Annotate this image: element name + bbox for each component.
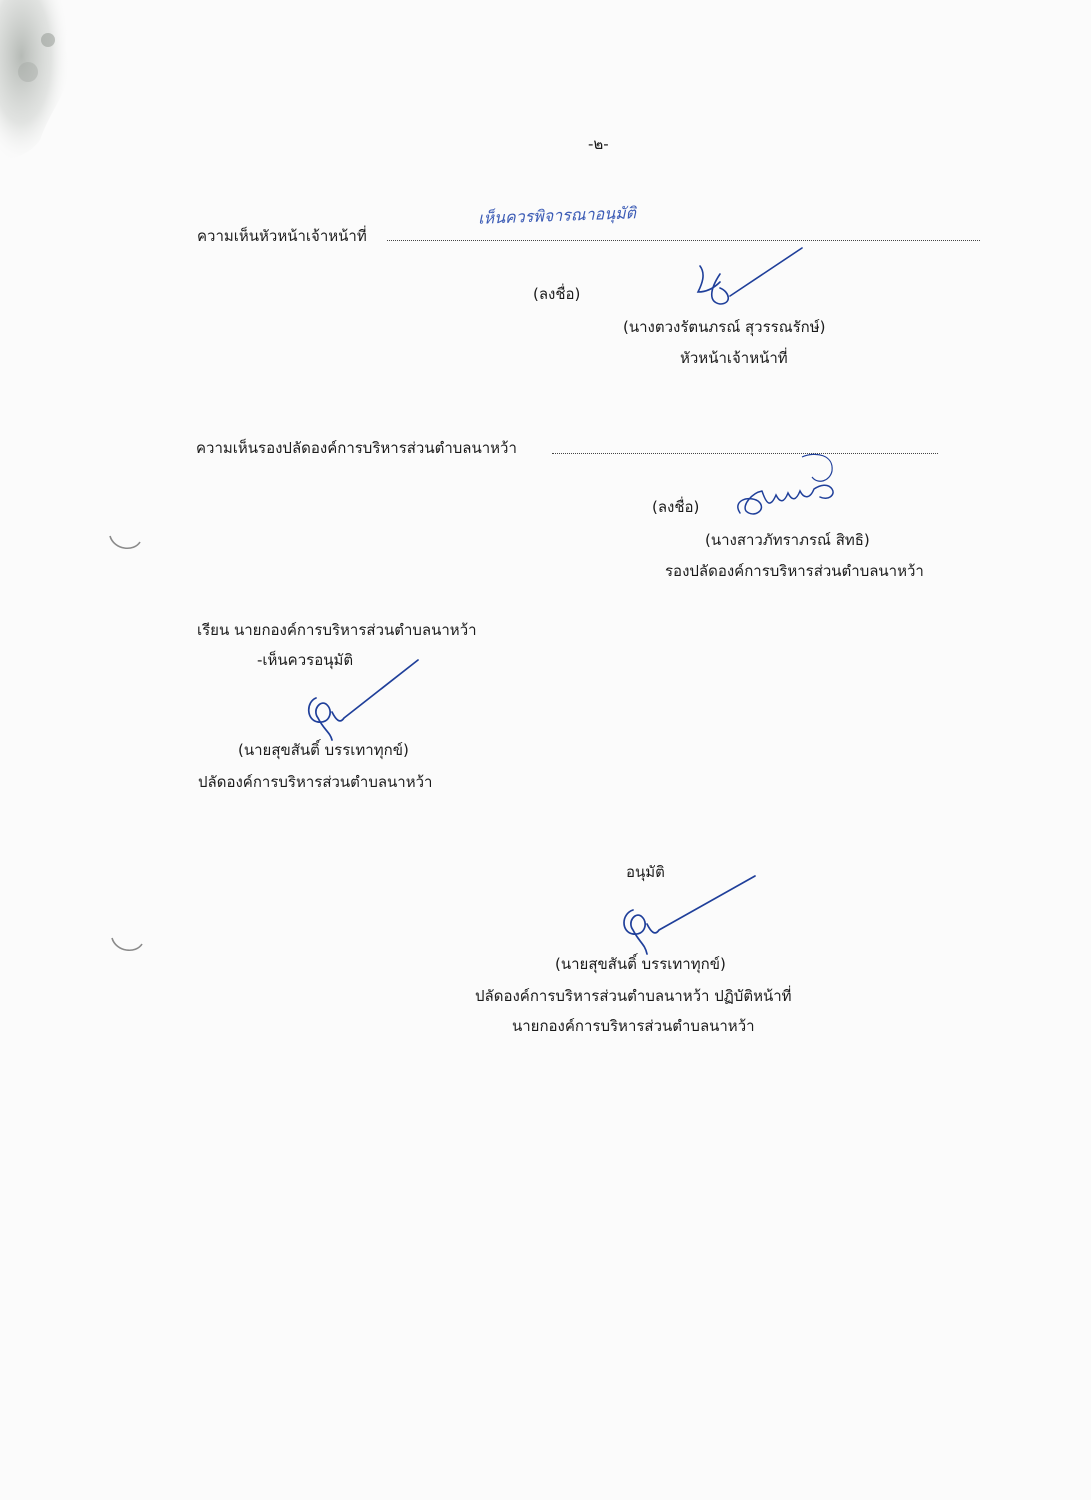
- chief-signature: [690, 244, 810, 319]
- sign-label: (ลงชื่อ): [533, 285, 581, 303]
- punch-hole-mark: [108, 530, 142, 556]
- sign-label: (ลงชื่อ): [652, 498, 700, 516]
- approver-name: (นายสุขสันติ์ บรรเทาทุกข์): [555, 955, 726, 973]
- handwritten-opinion: เห็นควรพิจารณาอนุมัติ: [477, 203, 637, 228]
- clerk-signature: [300, 658, 430, 748]
- chief-position: หัวหน้าเจ้าหน้าที่: [680, 349, 788, 367]
- approver-position-line2: นายกองค์การบริหารส่วนตำบลนาหว้า: [512, 1017, 755, 1035]
- approval-heading: อนุมัติ: [626, 863, 665, 881]
- deputy-signature: [732, 445, 852, 525]
- deputy-opinion-label: ความเห็นรองปลัดองค์การบริหารส่วนตำบลนาหว้า: [196, 439, 517, 457]
- addressee: เรียน นายกองค์การบริหารส่วนตำบลนาหว้า: [197, 621, 477, 639]
- chief-name: (นางตวงรัตนภรณ์ สุวรรณรักษ์): [623, 318, 826, 336]
- clerk-name: (นายสุขสันติ์ บรรเทาทุกข์): [238, 741, 409, 759]
- scan-stain: [0, 0, 90, 160]
- deputy-name: (นางสาวภัทราภรณ์ สิทธิ): [705, 531, 870, 549]
- recommendation: -เห็นควรอนุมัติ: [257, 651, 354, 669]
- approver-position-line1: ปลัดองค์การบริหารส่วนตำบลนาหว้า ปฏิบัติหน้าที่: [475, 987, 792, 1005]
- punch-hole-mark: [110, 932, 144, 958]
- approver-signature: [615, 872, 760, 962]
- deputy-position: รองปลัดองค์การบริหารส่วนตำบลนาหว้า: [665, 562, 924, 580]
- page-number: -๒-: [588, 135, 609, 153]
- opinion-dotted-line: [387, 240, 980, 241]
- chief-opinion-label: ความเห็นหัวหน้าเจ้าหน้าที่: [197, 227, 367, 245]
- clerk-position: ปลัดองค์การบริหารส่วนตำบลนาหว้า: [198, 773, 433, 791]
